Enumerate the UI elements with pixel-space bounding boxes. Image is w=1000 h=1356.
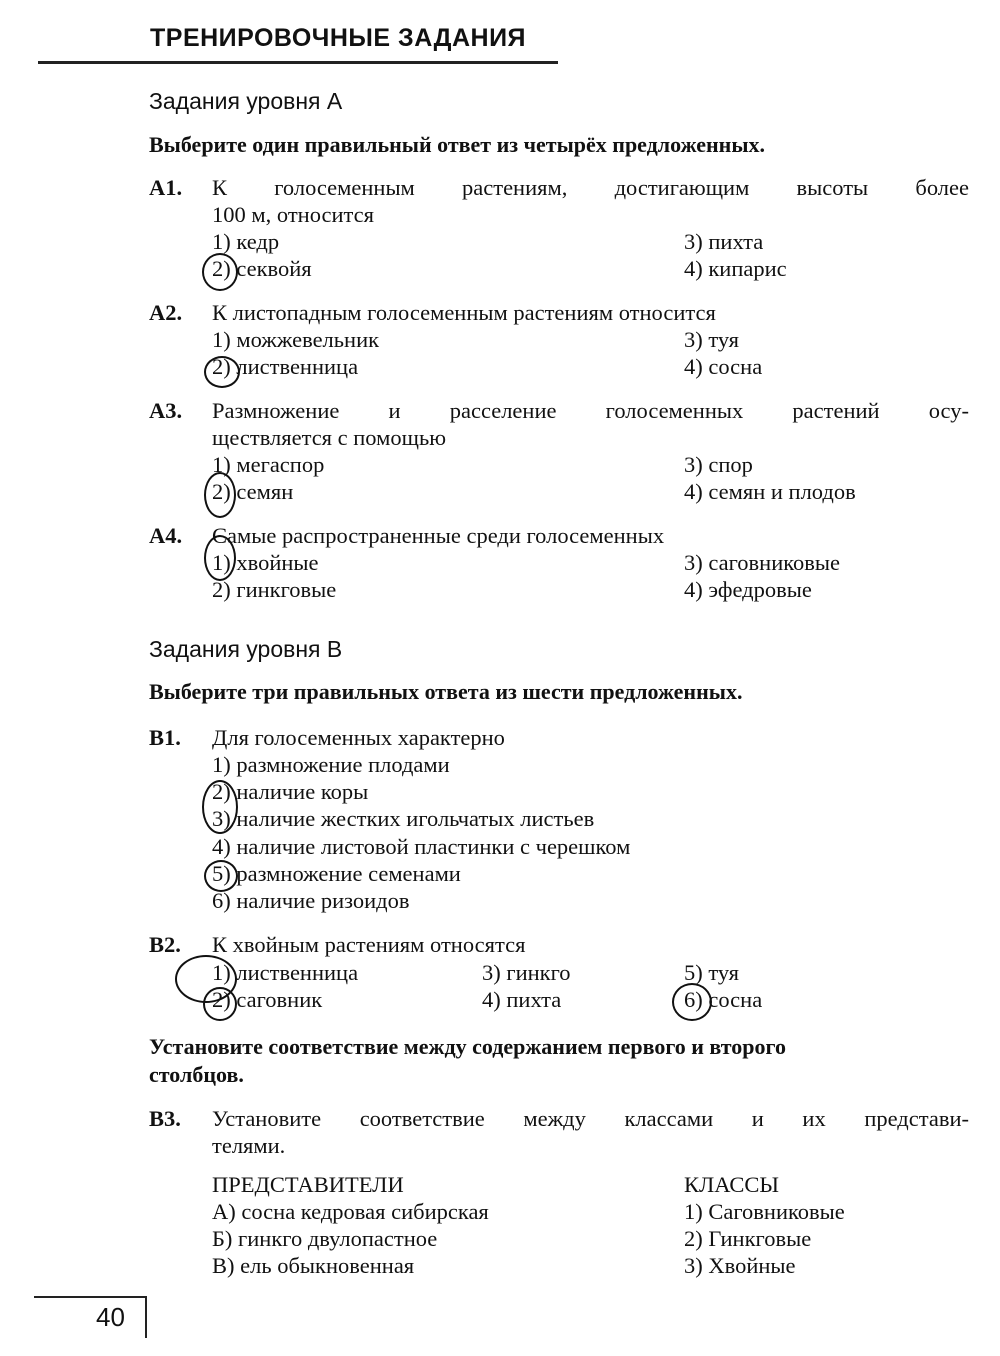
option-5[interactable]: 5) размножение семенами	[212, 861, 461, 886]
classes-header: КЛАССЫ	[684, 1172, 780, 1197]
option-1[interactable]: 1) хвойные	[212, 550, 319, 575]
level-b-instruction: Выберите три правильных ответа из шести предложенных.	[149, 679, 743, 704]
question-text: Размножение и расселение голосеменных растений осу-	[212, 398, 969, 423]
answer-circle-mark	[204, 535, 236, 581]
representative-item: А) сосна кедровая сибирская	[212, 1199, 489, 1224]
class-item: 2) Гинкговые	[684, 1226, 812, 1251]
option-2[interactable]: 2) наличие коры	[212, 779, 369, 804]
question-text: Для голосеменных характерно	[212, 725, 505, 750]
question-text-cont: телями.	[212, 1133, 286, 1158]
representatives-header: ПРЕДСТАВИТЕЛИ	[212, 1172, 404, 1197]
section-title: ТРЕНИРОВОЧНЫЕ ЗАДАНИЯ	[150, 24, 527, 52]
option-6[interactable]: 6) наличие ризоидов	[212, 888, 410, 913]
question-number: А1.	[149, 175, 183, 200]
answer-circle-mark	[204, 860, 238, 892]
answer-circle-mark	[202, 253, 238, 291]
question-text-cont: 100 м, относится	[212, 202, 374, 227]
page-number: 40	[96, 1302, 125, 1332]
option-1[interactable]: 1) лиственница	[212, 960, 359, 985]
question-text-cont: ществляется с помощью	[212, 425, 447, 450]
question-number: В2.	[149, 932, 181, 957]
option-4[interactable]: 4) сосна	[684, 354, 763, 379]
page-number-frame-top	[34, 1296, 146, 1298]
option-2[interactable]: 2) саговник	[212, 987, 323, 1012]
option-5[interactable]: 5) туя	[684, 960, 739, 985]
answer-circle-mark	[204, 356, 240, 388]
answer-circle-mark	[204, 472, 236, 518]
option-3[interactable]: 3) туя	[684, 327, 739, 352]
option-3[interactable]: 3) наличие жестких игольчатых листьев	[212, 806, 595, 831]
option-2[interactable]: 2) семян	[212, 479, 294, 504]
option-1[interactable]: 1) размножение плодами	[212, 752, 450, 777]
level-a-title: Задания уровня А	[149, 88, 343, 114]
match-instruction-cont: столбцов.	[149, 1062, 244, 1087]
answer-circle-mark	[672, 983, 712, 1021]
option-1[interactable]: 1) можжевельник	[212, 327, 380, 352]
question-number: А3.	[149, 398, 183, 423]
question-text: К листопадным голосеменным растениям относится	[212, 300, 716, 325]
title-underline	[38, 61, 558, 64]
option-3[interactable]: 3) гинкго	[482, 960, 571, 985]
option-6[interactable]: 6) сосна	[684, 987, 763, 1012]
option-3[interactable]: 3) спор	[684, 452, 753, 477]
option-4[interactable]: 4) семян и плодов	[684, 479, 856, 504]
question-number: А4.	[149, 523, 183, 548]
answer-circle-mark	[202, 780, 238, 834]
question-text: К голосеменным растениям, достигающим высоты более	[212, 175, 969, 200]
level-a-instruction: Выберите один правильный ответ из четырёх предложенных.	[149, 132, 766, 157]
question-number: В3.	[149, 1106, 181, 1131]
option-2[interactable]: 2) секвойя	[212, 256, 312, 281]
answer-circle-mark	[203, 987, 237, 1021]
class-item: 3) Хвойные	[684, 1253, 796, 1278]
question-text: Самые распространенные среди голосеменных	[212, 523, 665, 548]
option-2[interactable]: 2) лиственница	[212, 354, 359, 379]
match-instruction: Установите соответствие между содержанием первого и второго	[149, 1034, 786, 1059]
option-4[interactable]: 4) наличие листовой пластинки с черешком	[212, 834, 631, 859]
option-3[interactable]: 3) пихта	[684, 229, 764, 254]
representative-item: В) ель обыкновенная	[212, 1253, 415, 1278]
option-1[interactable]: 1) кедр	[212, 229, 280, 254]
option-2[interactable]: 2) гинкговые	[212, 577, 337, 602]
page-number-frame-side	[145, 1296, 147, 1338]
option-1[interactable]: 1) мегаспор	[212, 452, 325, 477]
question-number: А2.	[149, 300, 183, 325]
option-4[interactable]: 4) кипарис	[684, 256, 787, 281]
question-text: Установите соответствие между классами и их представи-	[212, 1106, 969, 1131]
representative-item: Б) гинкго двулопастное	[212, 1226, 438, 1251]
level-b-title: Задания уровня В	[149, 636, 343, 662]
class-item: 1) Саговниковые	[684, 1199, 845, 1224]
option-3[interactable]: 3) саговниковые	[684, 550, 841, 575]
question-text: К хвойным растениям относятся	[212, 932, 526, 957]
question-number: В1.	[149, 725, 181, 750]
option-4[interactable]: 4) эфедровые	[684, 577, 812, 602]
option-4[interactable]: 4) пихта	[482, 987, 562, 1012]
